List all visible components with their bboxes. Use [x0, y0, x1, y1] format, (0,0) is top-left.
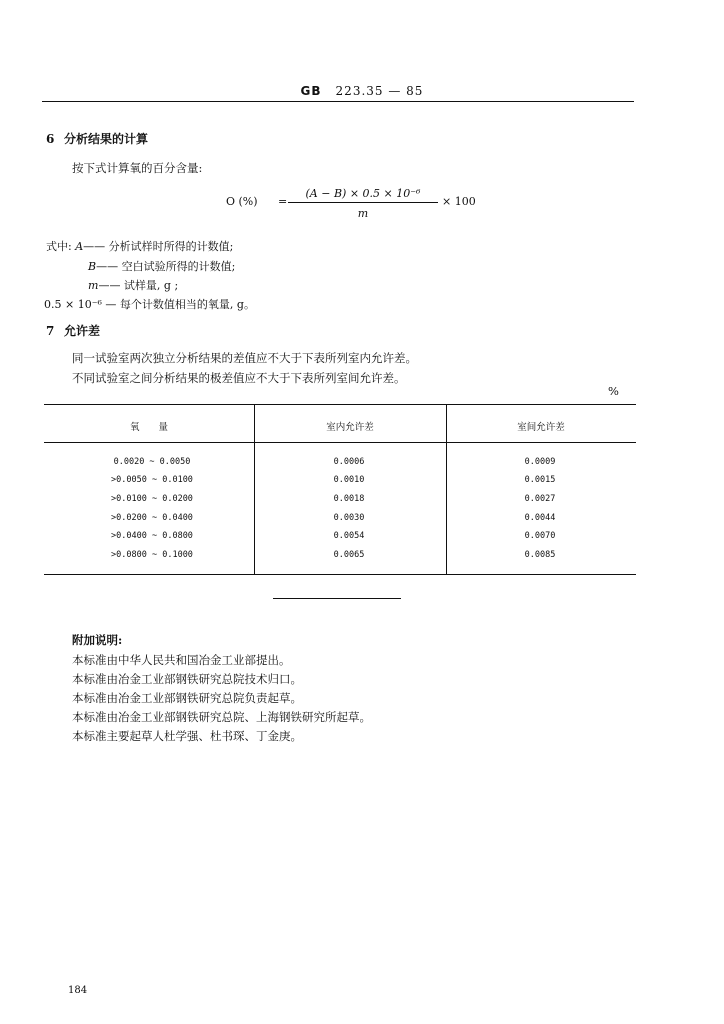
table-bottom-rule: [44, 574, 636, 575]
header-intra-lab-tolerance: 室内允许差: [326, 422, 374, 433]
cell-range: >0.0100 ~ 0.0200: [111, 494, 193, 504]
cell-intra: 0.0018: [333, 494, 365, 504]
formula-fraction: [288, 187, 438, 220]
cell-inter: 0.0027: [524, 494, 556, 504]
note-line: 本标准由冶金工业部钢铁研究总院、上海钢铁研究所起草。: [72, 710, 371, 724]
cell-intra: 0.0054: [333, 531, 365, 541]
where-description: —— 试样量, g ;: [98, 279, 179, 292]
page-header: [0, 84, 724, 98]
section-separator: [273, 598, 401, 599]
cell-range: >0.0400 ~ 0.0800: [111, 531, 193, 541]
where-prefix: 式中:: [46, 240, 72, 253]
cell-inter: 0.0009: [524, 457, 556, 467]
where-description: — 每个计数值相当的氧量, g。: [105, 298, 255, 311]
table-unit: %: [608, 384, 619, 398]
cell-range: >0.0800 ~ 0.1000: [111, 550, 193, 560]
cell-intra: 0.0065: [333, 550, 365, 560]
where-line-3: [88, 277, 178, 293]
cell-intra: 0.0010: [333, 475, 365, 485]
where-symbol: A: [75, 240, 84, 253]
note-line: 本标准由中华人民共和国冶金工业部提出。: [72, 653, 291, 667]
note-line: 本标准由冶金工业部钢铁研究总院技术归口。: [72, 672, 302, 686]
section-7-number: 7: [46, 324, 55, 338]
cell-inter: 0.0044: [524, 513, 556, 523]
formula-numerator: (A − B) × 0.5 × 10⁻⁶: [288, 187, 438, 203]
formula-lhs: O (%): [226, 195, 258, 208]
where-description: —— 分析试样时所得的计数值;: [83, 240, 234, 253]
section-7-heading: [46, 322, 100, 339]
cell-inter: 0.0015: [524, 475, 556, 485]
table-header-rule: [44, 442, 636, 443]
where-line-4: [44, 296, 255, 312]
formula-equals: =: [278, 195, 288, 208]
standard-code: 223.35 — 85: [335, 84, 424, 98]
note-line: 本标准由冶金工业部钢铁研究总院负责起草。: [72, 691, 302, 705]
cell-range: >0.0200 ~ 0.0400: [111, 513, 193, 523]
section-6-number: 6: [46, 132, 55, 146]
section-7-paragraph-2: 不同试验室之间分析结果的极差值应不大于下表所列室间允许差。: [72, 371, 406, 385]
cell-inter: 0.0085: [524, 550, 556, 560]
cell-inter: 0.0070: [524, 531, 556, 541]
cell-intra: 0.0030: [333, 513, 365, 523]
header-rule: [42, 101, 634, 102]
cell-intra: 0.0006: [333, 457, 365, 467]
cell-range: 0.0020 ~ 0.0050: [113, 457, 191, 467]
section-6-heading: [46, 130, 148, 147]
cell-range: >0.0050 ~ 0.0100: [111, 475, 193, 485]
formula-multiplier: × 100: [442, 195, 476, 208]
section-6-intro: 按下式计算氧的百分含量:: [72, 161, 203, 175]
section-7-paragraph-1: 同一试验室两次独立分析结果的差值应不大于下表所列室内允许差。: [72, 351, 417, 365]
where-line-2: [88, 258, 235, 274]
where-description: —— 空白试验所得的计数值;: [96, 260, 236, 273]
notes-title: 附加说明:: [72, 633, 123, 647]
where-symbol: 0.5 × 10⁻⁶: [44, 298, 102, 311]
where-symbol: B: [88, 260, 97, 273]
header-oxygen-content: 氧 量: [129, 422, 168, 433]
standard-prefix: GB: [300, 84, 322, 98]
section-7-title: 允许差: [64, 324, 101, 338]
section-6-title: 分析结果的计算: [64, 132, 149, 146]
note-line: 本标准主要起草人杜学强、杜书琛、丁金庚。: [72, 729, 302, 743]
table-top-rule: [44, 404, 636, 405]
header-inter-lab-tolerance: 室间允许差: [517, 422, 565, 433]
page-number: 184: [68, 985, 88, 996]
formula-denominator: m: [357, 207, 369, 220]
where-symbol: m: [88, 279, 99, 292]
where-line-1: [46, 238, 233, 254]
